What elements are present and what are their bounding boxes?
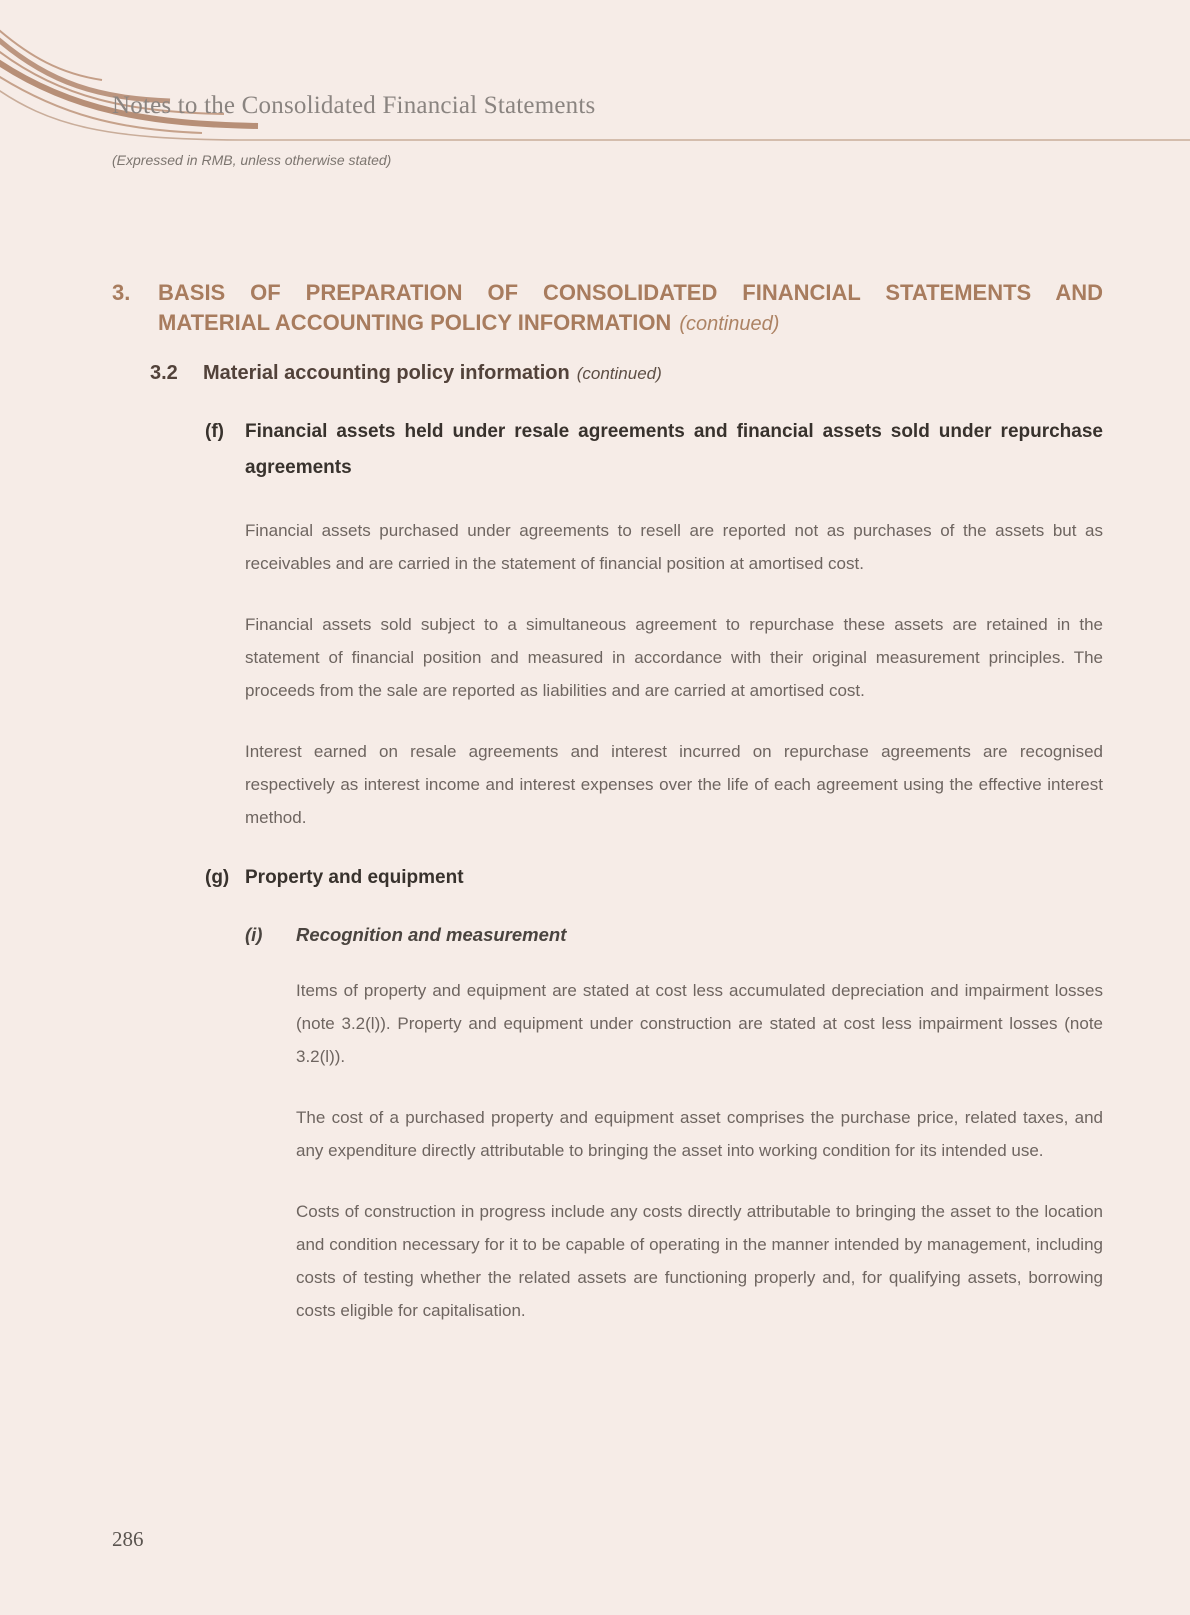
sub-i-paragraph-3: Costs of construction in progress include any costs directly attributable to bringing the asset to the location and condition necessary for it to be capable of operating in the manner intended by management, including costs of testing whether the related assets are functioning properly and, for qualifying assets, borrowing costs eligible for capitalisation. bbox=[296, 1202, 1103, 1320]
main-content bbox=[112, 278, 1103, 1327]
subsection-3-2-heading bbox=[150, 359, 1103, 388]
decorative-swoosh-icon bbox=[0, 0, 1190, 170]
page-title: Notes to the Consolidated Financial Statements bbox=[112, 92, 596, 119]
section-title-line2-text: MATERIAL ACCOUNTING POLICY INFORMATION bbox=[158, 310, 672, 335]
section-continued-label: (continued) bbox=[679, 313, 780, 335]
section-3-heading bbox=[112, 278, 1103, 339]
policy-items bbox=[205, 414, 1103, 1327]
item-g-label: (g) bbox=[205, 867, 230, 888]
subsection-number: 3.2 bbox=[150, 362, 178, 384]
item-g-body bbox=[245, 860, 1103, 1327]
item-f-paragraph-2: Financial assets sold subject to a simultaneous agreement to repurchase these assets are retained in the statement of financial position and measured in accordance with their original measurement principles. The proceeds from the sale are reported as liabilities and are carried at amortised cost. bbox=[245, 615, 1103, 700]
item-f-paragraph-1: Financial assets purchased under agreements to resell are reported not as purchases of the assets but as receivables and are carried in the statement of financial position at amortised cost. bbox=[245, 521, 1103, 573]
section-title-line2 bbox=[158, 308, 1103, 339]
section-title-line1: BASIS OF PREPARATION OF CONSOLIDATED FINANCIAL STATEMENTS AND bbox=[158, 280, 1103, 305]
currency-note: (Expressed in RMB, unless otherwise stated) bbox=[112, 152, 392, 168]
page-number: 286 bbox=[112, 1527, 144, 1551]
sub-i-heading: Recognition and measurement bbox=[296, 924, 567, 945]
section-title bbox=[158, 278, 1103, 339]
sub-i-paragraph-1: Items of property and equipment are stated at cost less accumulated depreciation and impairment losses (note 3.2(l)). Property and equipment under construction are stated at cost less impairment losses (note 3.2(l)). bbox=[296, 981, 1103, 1066]
item-g-heading: Property and equipment bbox=[245, 867, 464, 888]
item-f-heading: Financial assets held under resale agreements and financial assets sold under repurchase agreements bbox=[245, 421, 1103, 478]
section-number: 3. bbox=[112, 280, 131, 305]
sub-i-paragraph-2: The cost of a purchased property and equipment asset comprises the purchase price, related taxes, and any expenditure directly attributable to bringing the asset into working condition for its intended use. bbox=[296, 1108, 1103, 1160]
subsection-title bbox=[203, 359, 662, 388]
item-f-label: (f) bbox=[205, 421, 224, 442]
item-f bbox=[205, 414, 1103, 834]
sub-i-body bbox=[296, 920, 1103, 1327]
item-f-body bbox=[245, 414, 1103, 834]
sub-i-label: (i) bbox=[245, 924, 263, 945]
subsection-continued-label: (continued) bbox=[576, 364, 662, 383]
item-g-sub-i bbox=[245, 920, 1103, 1327]
item-g bbox=[205, 860, 1103, 1327]
item-f-paragraph-3: Interest earned on resale agreements and interest incurred on repurchase agreements are recognised respectively as interest income and interest expenses over the life of each agreement using the effective interest method. bbox=[245, 742, 1103, 827]
subsection-title-text: Material accounting policy information bbox=[203, 362, 570, 384]
